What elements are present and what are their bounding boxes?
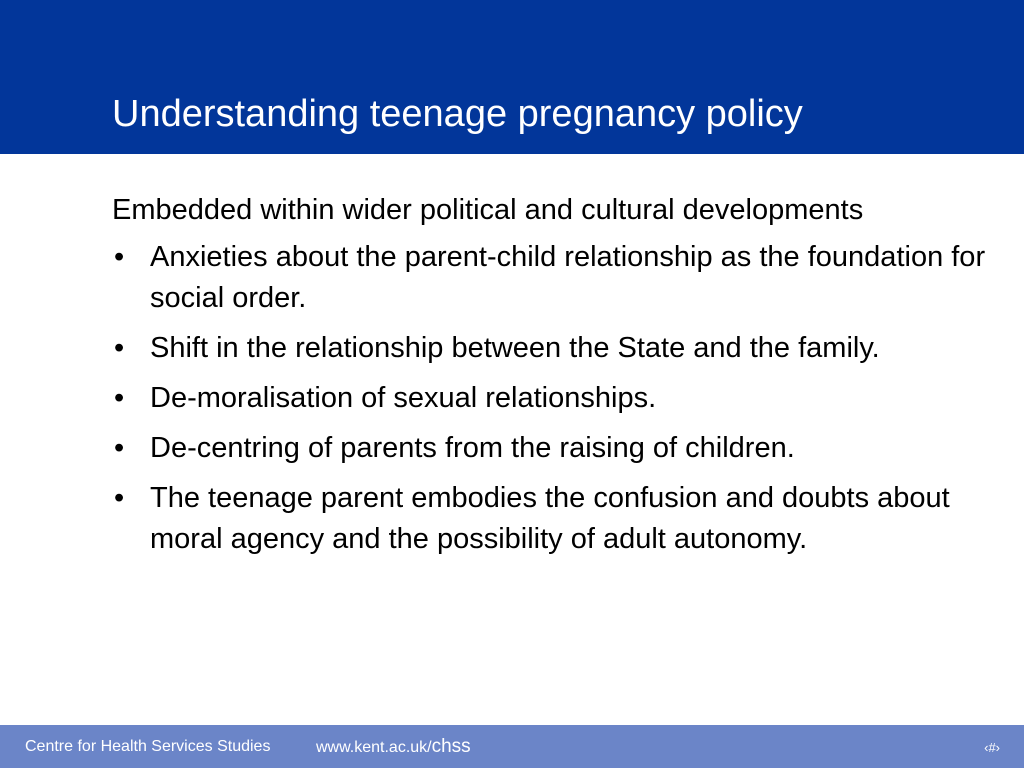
bullet-icon: • xyxy=(114,241,125,273)
bullet-item xyxy=(112,237,1010,319)
bullet-text: Shift in the relationship between the State and the family. xyxy=(150,332,880,364)
footer-url[interactable] xyxy=(316,737,471,758)
bullet-item xyxy=(112,478,1010,560)
footer-organization: Centre for Health Services Studies xyxy=(25,738,271,755)
bullet-list xyxy=(112,237,1012,560)
bullet-icon: • xyxy=(114,382,125,414)
bullet-text: Anxieties about the parent-child relationship as the foundation for social order. xyxy=(150,241,986,314)
bullet-item xyxy=(112,378,1010,419)
bullet-icon: • xyxy=(114,482,125,514)
footer-url-prefix: www.kent.ac.uk/ xyxy=(316,739,432,756)
slide-content xyxy=(112,190,1012,569)
bullet-text: The teenage parent embodies the confusion and doubts about moral agency and the possibility of adult autonomy. xyxy=(150,482,950,555)
bullet-item xyxy=(112,328,1010,369)
bullet-text: De-moralisation of sexual relationships. xyxy=(150,382,657,414)
intro-text: Embedded within wider political and cultural developments xyxy=(112,194,864,226)
slide-title: Understanding teenage pregnancy policy xyxy=(112,93,803,135)
bullet-text: De-centring of parents from the raising of children. xyxy=(150,432,795,464)
bullet-icon: • xyxy=(114,332,125,364)
bullet-item xyxy=(112,428,1010,469)
bullet-icon: • xyxy=(114,432,125,464)
page-number: ‹#› xyxy=(984,740,1000,755)
footer-url-suffix: chss xyxy=(431,736,471,757)
